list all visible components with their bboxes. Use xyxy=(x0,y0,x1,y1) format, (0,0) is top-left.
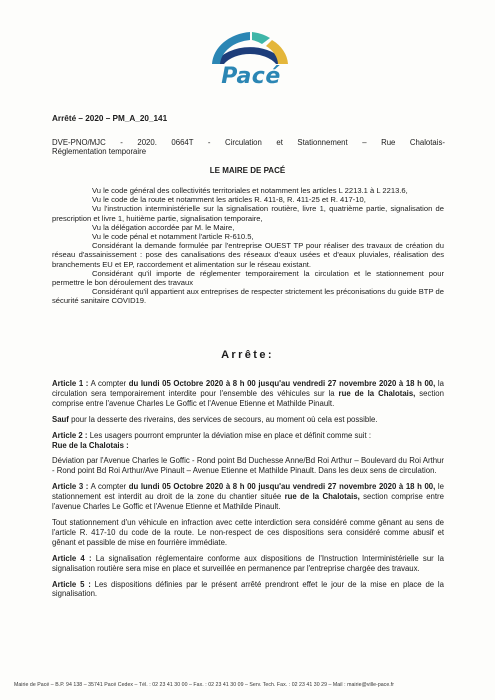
visa-item: Considérant qu'il appartient aux entreprises de respecter strictement les préconisations du guide BTP de sécurité sanitaire COVID19. xyxy=(52,287,444,306)
article-text: Les dispositions définies par le présent arrêté prendront effet le jour de la mise en place de la signalisation. xyxy=(52,579,444,599)
article-5 xyxy=(52,580,444,600)
street-name: Rue de la Chalotais : xyxy=(52,440,129,450)
visa-item: Considérant qu'il importe de réglementer temporairement la circulation et le stationnement pour permettre le bon déroulement des travaux xyxy=(52,268,444,288)
article-2 xyxy=(52,431,444,451)
article-dates: du lundi 05 Octobre 2020 à 8 h 00 jusqu'au vendredi 27 novembre 2020 à 18 h 00, xyxy=(128,482,436,492)
visa-item: Vu l'instruction interministérielle sur la signalisation routière, livre 1, quatrième partie, signalisation de prescription et livre 1, huitième partie, signalisation temporaire, xyxy=(52,204,444,223)
visa-item: Considérant la demande formulée par l'entreprise OUEST TP pour réaliser des travaux de création du réseau d'assainissement : pose des canalisations des réseaux d'eaux usées et d'eaux pluviales, réalisation des branchements EU et EP, raccordement et alimentation sur le réseau existant. xyxy=(52,241,444,269)
city-logo xyxy=(200,20,300,94)
visa-item: Vu la délégation accordée par M. le Maire, xyxy=(92,222,235,232)
street-name: rue de la Chalotais, xyxy=(284,492,360,502)
article-text: La signalisation réglementaire conforme aux dispositions de l'Instruction Interministérielle sur la signalisation routière sera mise en place et surveillée en permanence par l'entreprise chargée des travaux. xyxy=(52,553,444,573)
article-1 xyxy=(52,379,444,409)
article-text: section comprise entre l'avenue Charles Le Goffic et l'Avenue Etienne et Mathilde Pinault. xyxy=(52,492,444,512)
detour-description: Déviation par l'Avenue Charles le Goffic - Rond point Bd Duchesse Anne/Bd Roi Arthur – Boulevard du Roi Arthur - Rond point Bd Roi Arthur/Ave Pinault – Avenue Etienne et Mathilde Pinault. Dans les deux sens de circulation. xyxy=(52,456,444,476)
article-label: Article 5 : xyxy=(52,579,91,589)
article-text: section comprise entre l'avenue Charles Le Goffic et l'Avenue Etienne et Mathilde Pinault. xyxy=(52,388,444,408)
article-label: Article 4 : xyxy=(52,553,92,563)
visa-item: Vu le code de la route et notamment les articles R. 411-8, R. 411-25 et R. 417-10, xyxy=(92,195,366,205)
article-label: Article 1 : xyxy=(52,379,89,388)
authority-heading: LE MAIRE DE PACÉ xyxy=(209,166,286,175)
article-dates: du lundi 05 Octobre 2020 à 8 h 00 jusqu'au vendredi 27 novembre 2020 à 18 h 00, xyxy=(128,379,436,388)
articles-section xyxy=(52,379,444,599)
subject-line-2: Réglementation temporaire xyxy=(52,147,147,157)
decree-reference: Arrêté – 2020 – PM_A_20_141 xyxy=(52,114,168,123)
street-name: rue de la Chalotais, xyxy=(338,388,416,398)
article-label: Article 2 : xyxy=(52,430,88,440)
article-3 xyxy=(52,482,444,512)
subject-line-1: DVE-PNO/MJC - 2020. 0664T - Circulation et Stationnement – Rue Chalotais- xyxy=(52,138,445,147)
article-text: Les usagers pourront emprunter la déviation mise en place et définit comme suit : xyxy=(87,430,371,440)
article-text: A compter xyxy=(88,482,129,492)
exception-text: pour la desserte des riverains, des services de secours, au moment où cela est possible. xyxy=(68,414,378,424)
logo-arc-icon xyxy=(200,20,300,70)
article-text: le stationnement est interdit au droit de la zone du chantier située xyxy=(52,482,444,502)
decision-heading: Arrête: xyxy=(221,349,274,361)
article-label: Article 3 : xyxy=(52,482,89,492)
article-text: A compter xyxy=(88,379,129,388)
logo-wordmark: Pacé xyxy=(221,64,281,89)
article-4 xyxy=(52,554,444,574)
visas-section xyxy=(52,186,444,306)
visa-item: Vu le code pénal et notamment l'article R-610.5, xyxy=(92,232,254,242)
decree-subject xyxy=(52,138,445,157)
article-3-sanction: Tout stationnement d'un véhicule en infraction avec cette interdiction sera considéré comme gênant au sens de l'article R. 417-10 du code de la route. Le non-respect de ces dispositions sera considéré comme abusif et gênant et passible de mise en fourrière immédiate. xyxy=(52,517,444,547)
visa-item: Vu le code général des collectivités territoriales et notamment les articles L 2213.1 à L 2213.6, xyxy=(92,186,408,195)
page-footer: Mairie de Pacé – B.P. 94 138 – 35741 Pacé Cedex – Tél. : 02 23 41 30 00 – Fax. : 02 23 41 30 09 – Serv. Tech. Fax. : 02 23 41 30 29 – Mail : mairie@ville-pace.fr xyxy=(14,682,395,688)
article-1-exception xyxy=(52,415,444,425)
article-text: la circulation sera temporairement interdite pour l'ensemble des véhicules sur la xyxy=(52,379,444,398)
exception-keyword: Sauf xyxy=(52,414,69,424)
